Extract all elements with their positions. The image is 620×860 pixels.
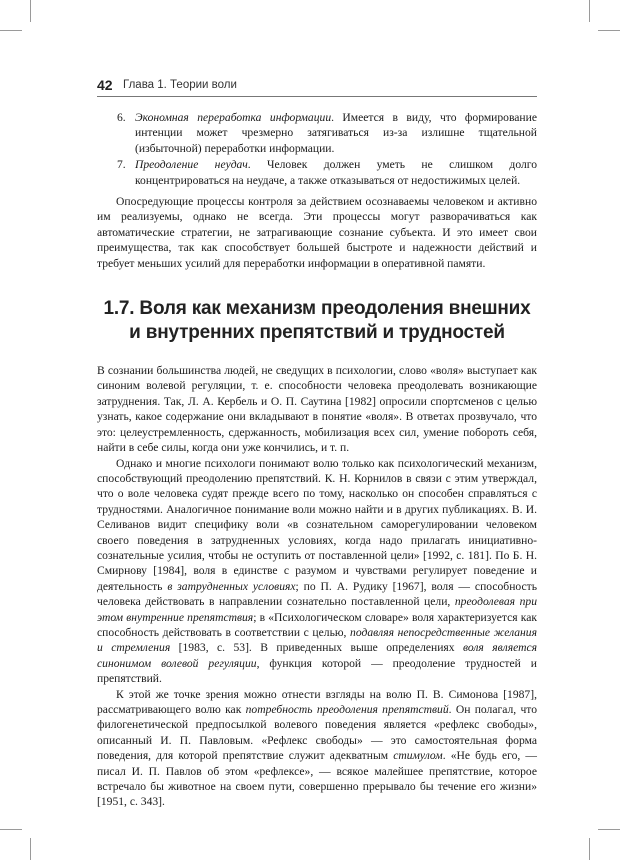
crop-mark <box>589 838 590 860</box>
crop-mark <box>589 0 590 22</box>
list-item-text: . Человек должен уметь не слишком долго концентрироваться на неудаче, а также отказываться от недостижимых целей. <box>135 158 538 187</box>
emphasis: в затрудненных условиях <box>167 579 296 593</box>
text-run: ; по П. А. Рудику [1967], воля — способность человека действовать в направлении сознательно поставленной цели, <box>97 579 537 609</box>
text-run: К этой же точке зрения можно отнести взгляды на волю П. В. Симонова [1987], рассматривающего волю как <box>97 687 537 716</box>
text-run: . «Не будь его, — писал И. П. Павлов об этом «рефлексе», — всякое малейшее препятствие, которое встречало бы животное на своем пути, совершенно прерывало бы течение его жизни» [1951, с. 343]. <box>97 749 537 809</box>
emphasis: воля является синонимом волевой регуляции <box>97 641 537 670</box>
emphasis: подавляя непосредственные желания и стремления <box>97 625 537 655</box>
paragraph: В сознании большинства людей, не сведущих в психологии, слово «воля» выступает как синоним волевой регуляции, т. е. способности человека преодолевать возникающие затруднения. Так, Л. А. Кербель и О. П. Саутина [1982] опросили спортсменов с целью узнать, какое содержание они вкладывают в понятие «воля». В ответах прозвучало, что это: целеустремленность, сдержанность, мобилизация всех сил, умение побороть себя, найти в себе силы, когда они уже кончились, и т. п. <box>97 364 537 455</box>
paragraph <box>97 456 537 687</box>
page-number: 42 <box>97 77 113 93</box>
paragraph <box>97 687 537 810</box>
list-item-text: . Имеется в виду, что формирование интенции может чрезмерно затягиваться из-за излишне тщательной (избыточной) переработки информации. <box>135 111 537 155</box>
crop-mark <box>30 838 31 860</box>
crop-mark <box>0 829 22 830</box>
text-run: . Он полагал, что филогенетической предпосылкой волевого поведения является «рефлекс свободы», описанный И. П. Павловым. «Рефлекс свободы» — это самостоятельная форма поведения, для которой препятствие служит адекватным <box>97 703 537 763</box>
crop-mark <box>30 0 31 22</box>
text-run: [1983, с. 53]. В приведенных выше определениях <box>170 641 463 655</box>
text-run: ; в «Психологическом словаре» воля характеризуется как способность действовать в соответствии с целью, <box>97 610 537 639</box>
section-heading <box>97 297 537 345</box>
crop-mark <box>598 829 620 830</box>
emphasis: стимулом <box>393 749 443 763</box>
chapter-title: Глава 1. Теории воли <box>123 79 237 91</box>
list-item <box>97 110 537 156</box>
header-rule <box>97 96 537 97</box>
paragraph: Опосредующие процессы контроля за действием осознаваемы человеком и активно им реализуемы, однако не всегда. Эти процессы могут разворачиваться как автоматические стратегии, не затрагивающие сознание субъекта. И это имеет свои преимущества, так как способствует большей быстроте и надежности действий и требует меньших усилий для переработки информации в оперативной памяти. <box>97 195 537 270</box>
list-item-number: 7. <box>117 158 126 172</box>
list-item <box>97 157 537 188</box>
text-run: , функция которой — преодоление трудностей и препятствий. <box>97 656 537 686</box>
list-item-term: Экономная переработка информации <box>135 111 332 124</box>
running-header <box>97 77 537 95</box>
text-run: Однако и многие психологи понимают волю только как психологический механизм, способствующий преодолению препятствий. К. Н. Корнилов в связи с этим утверждал, что о воле человека судят прежде всего по тому, насколько он способен справляться с трудностями. Аналогичное понимание воли можно найти и в других публикациях. В. И. Селиванов видит специфику воли «в сознательном саморегулировании человеком своего поведения в затрудненных условиях, когда надо прилагать инициативно-сознательные усилия, чтобы не оступить от поставленной цели» [1992, с. 181]. По Б. Н. Смирнову [1984], воля в единстве с разумом и чувствами регулирует поведение и деятельность <box>97 456 537 593</box>
section-heading-line: и внутренних препятствий и трудностей <box>129 322 505 344</box>
section-heading-line: 1.7. Воля как механизм преодоления внешних <box>103 298 531 320</box>
crop-mark <box>598 30 620 31</box>
emphasis: потребность преодоления препятствий <box>245 703 449 716</box>
list-item-number: 6. <box>117 111 126 124</box>
list-item-term: Преодоление неудач <box>135 158 248 172</box>
page-body <box>97 110 537 810</box>
crop-mark <box>0 30 22 31</box>
emphasis: преодолевая при этом внутренние препятствия <box>97 595 537 624</box>
